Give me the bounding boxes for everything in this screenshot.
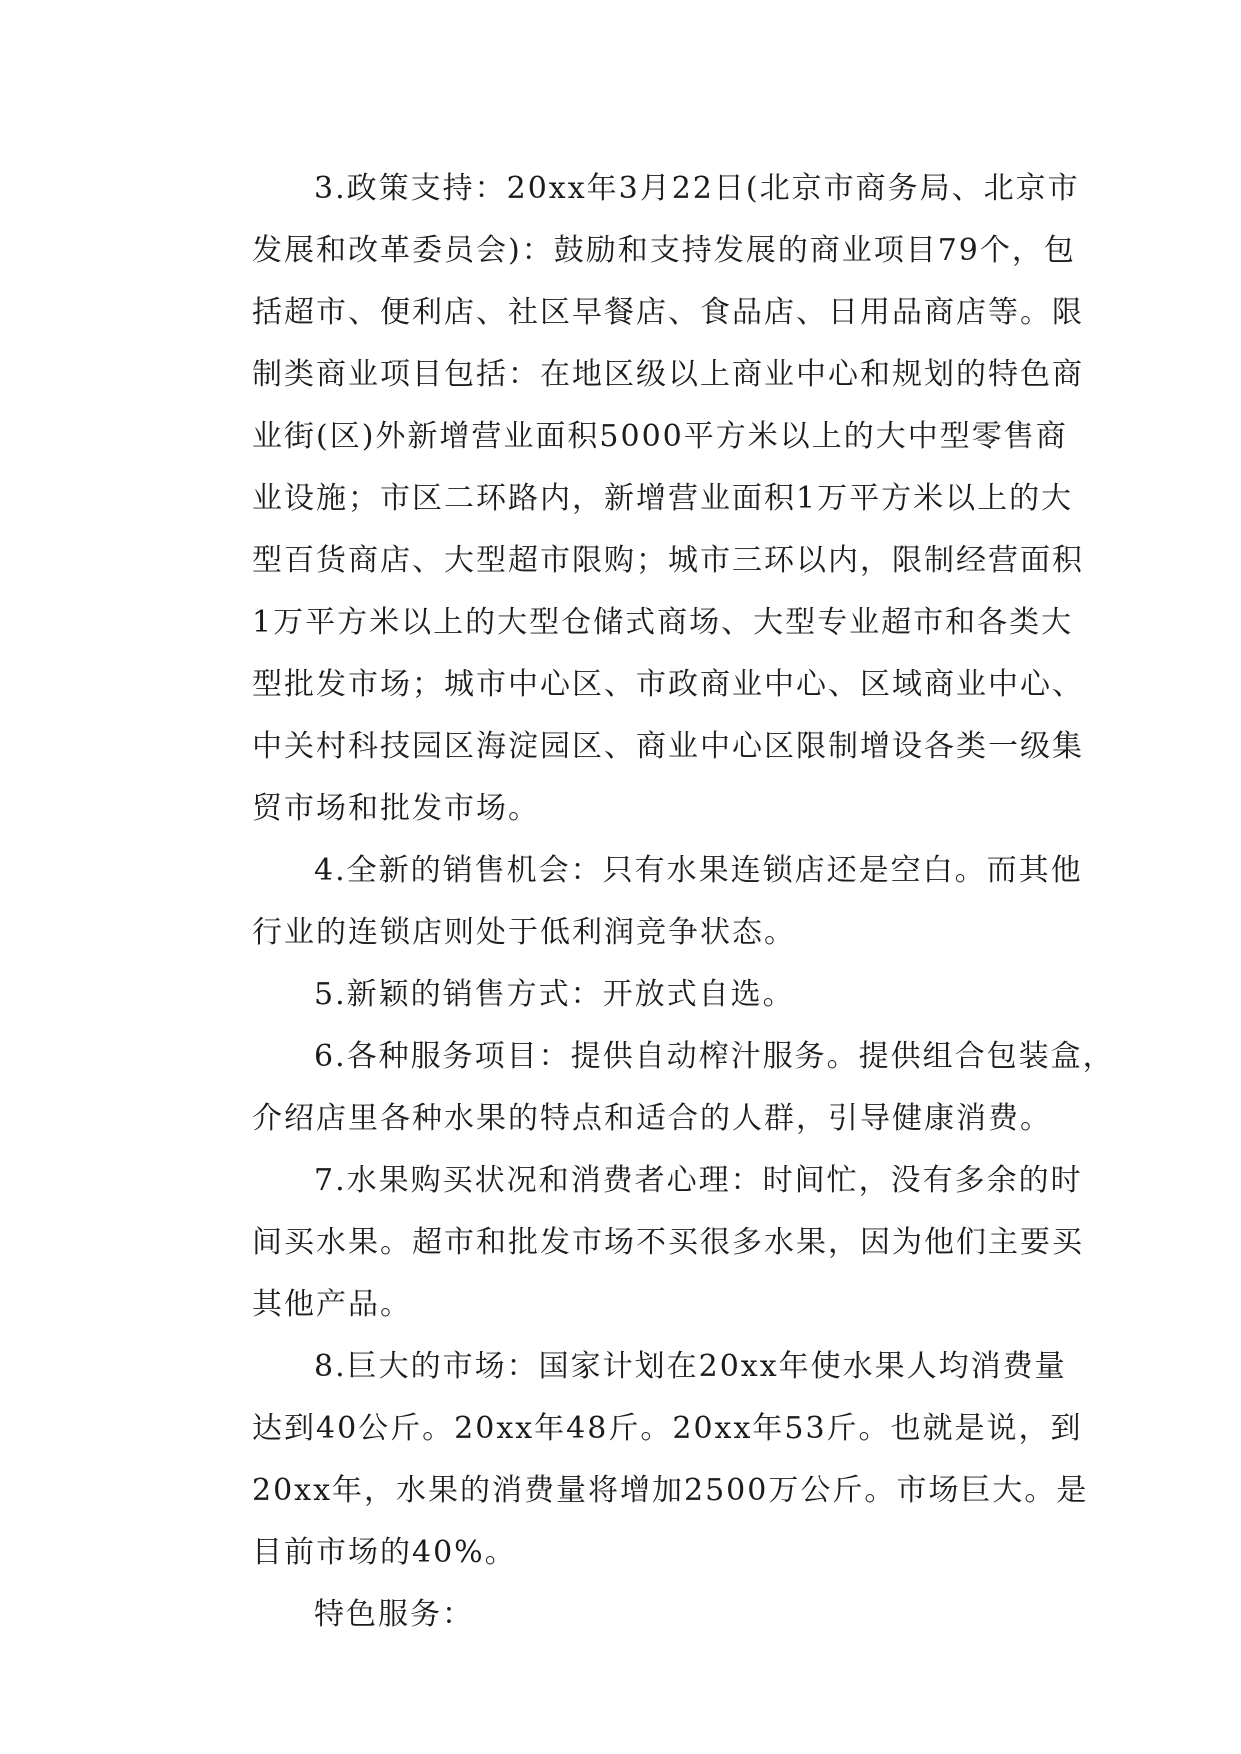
text-line: 其他产品。 — [252, 1287, 412, 1322]
paragraph-featured-services — [190, 1584, 1042, 1646]
text-line: 6.各种服务项目：提供自动榨汁服务。提供组合包装盒， — [314, 1039, 1115, 1074]
text-line: 贸市场和批发市场。 — [252, 791, 540, 826]
text-line: 达到40公斤。20xx年48斤。20xx年53斤。也就是说，到 — [252, 1411, 1083, 1446]
paragraph-consumer-psychology — [190, 1150, 1084, 1336]
text-line: 4.全新的销售机会：只有水果连锁店还是空白。而其他 — [314, 853, 1083, 888]
paragraph-huge-market — [190, 1336, 1089, 1584]
text-line: 8.巨大的市场：国家计划在20xx年使水果人均消费量 — [314, 1349, 1067, 1384]
text-line: 1万平方米以上的大型仓储式商场、大型专业超市和各类大 — [252, 605, 1074, 640]
text-line: 制类商业项目包括：在地区级以上商业中心和规划的特色商 — [252, 357, 1084, 392]
text-line: 3.政策支持：20xx年3月22日(北京市商务局、北京市 — [314, 171, 1080, 206]
text-line: 5.新颖的销售方式：开放式自选。 — [314, 977, 795, 1012]
text-line: 型百货商店、大型超市限购；城市三环以内，限制经营面积 — [252, 543, 1084, 578]
text-line: 7.水果购买状况和消费者心理：时间忙，没有多余的时 — [314, 1163, 1083, 1198]
text-line: 目前市场的40%。 — [252, 1535, 517, 1570]
text-line: 业设施；市区二环路内，新增营业面积1万平方米以上的大 — [252, 481, 1074, 516]
text-line: 括超市、便利店、社区早餐店、食品店、日用品商店等。限 — [252, 295, 1084, 330]
text-line: 间买水果。超市和批发市场不买很多水果，因为他们主要买 — [252, 1225, 1084, 1260]
paragraph-service-items — [190, 1026, 1115, 1150]
paragraph-sales-method — [190, 964, 1042, 1026]
document-body — [190, 158, 1115, 1646]
text-line: 介绍店里各种水果的特点和适合的人群，引导健康消费。 — [252, 1101, 1052, 1136]
paragraph-policy-support — [190, 158, 1084, 840]
text-line: 特色服务： — [314, 1597, 474, 1632]
paragraph-sales-opportunity — [190, 840, 1083, 964]
text-line: 发展和改革委员会)：鼓励和支持发展的商业项目79个，包 — [252, 233, 1076, 268]
text-line: 型批发市场；城市中心区、市政商业中心、区域商业中心、 — [252, 667, 1084, 702]
text-line: 中关村科技园区海淀园区、商业中心区限制增设各类一级集 — [252, 729, 1084, 764]
text-line: 20xx年，水果的消费量将增加2500万公斤。市场巨大。是 — [252, 1473, 1089, 1508]
text-line: 业街(区)外新增营业面积5000平方米以上的大中型零售商 — [252, 419, 1068, 454]
text-line: 行业的连锁店则处于低利润竞争状态。 — [252, 915, 796, 950]
